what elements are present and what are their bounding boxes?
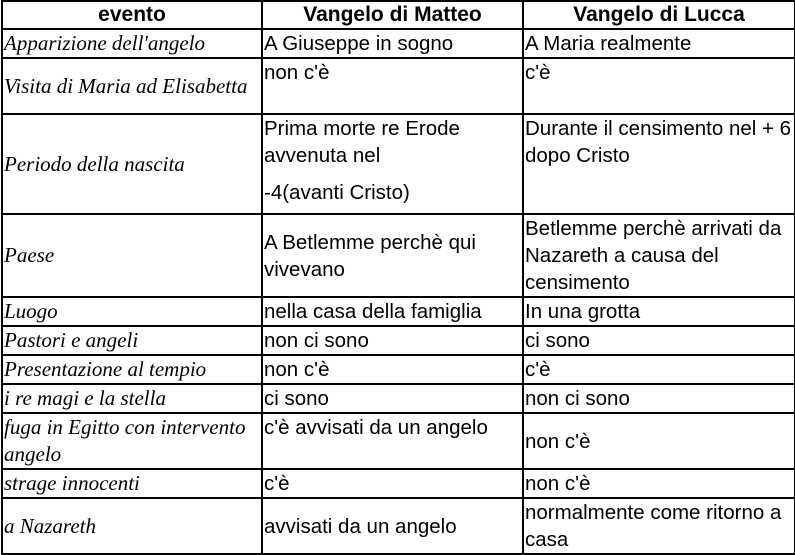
lucca-cell: normalmente come ritorno a casa bbox=[523, 498, 795, 554]
matteo-cell: A Giuseppe in sogno bbox=[262, 29, 523, 58]
matteo-text: Prima morte re Erode avvenuta nel bbox=[264, 117, 460, 167]
matteo-extra-text: -4(avanti Cristo) bbox=[264, 181, 410, 204]
matteo-cell: c'è avvisati da un angelo bbox=[262, 413, 523, 469]
matteo-cell bbox=[262, 114, 523, 214]
matteo-cell: nella casa della famiglia bbox=[262, 297, 523, 326]
evento-cell: Visita di Maria ad Elisabetta bbox=[2, 58, 262, 114]
evento-cell: i re magi e la stella bbox=[2, 384, 262, 413]
lucca-cell: Betlemme perchè arrivati da Nazareth a causa del censimento bbox=[523, 214, 795, 297]
header-lucca: Vangelo di Lucca bbox=[523, 1, 795, 29]
comparison-table bbox=[1, 0, 795, 555]
table-row bbox=[2, 58, 795, 114]
lucca-cell: In una grotta bbox=[523, 297, 795, 326]
table-row bbox=[2, 498, 795, 554]
evento-cell: Presentazione al tempio bbox=[2, 355, 262, 384]
evento-cell: Periodo della nascita bbox=[2, 114, 262, 214]
spacer bbox=[264, 169, 521, 179]
lucca-cell: non c'è bbox=[523, 413, 795, 469]
header-row bbox=[2, 1, 795, 29]
table-row bbox=[2, 469, 795, 498]
table-row bbox=[2, 214, 795, 297]
lucca-cell: Durante il censimento nel + 6 dopo Cristo bbox=[523, 114, 795, 214]
table-row bbox=[2, 29, 795, 58]
matteo-cell: c'è bbox=[262, 469, 523, 498]
evento-cell: Apparizione dell'angelo bbox=[2, 29, 262, 58]
lucca-cell: c'è bbox=[523, 355, 795, 384]
matteo-cell: avvisati da un angelo bbox=[262, 498, 523, 554]
lucca-cell: A Maria realmente bbox=[523, 29, 795, 58]
table-row bbox=[2, 355, 795, 384]
header-matteo: Vangelo di Matteo bbox=[262, 1, 523, 29]
evento-cell: Pastori e angeli bbox=[2, 326, 262, 355]
evento-cell: fuga in Egitto con intervento angelo bbox=[2, 413, 262, 469]
lucca-cell: non ci sono bbox=[523, 384, 795, 413]
header-evento: evento bbox=[2, 1, 262, 29]
matteo-cell: A Betlemme perchè qui vivevano bbox=[262, 214, 523, 297]
table-row bbox=[2, 326, 795, 355]
evento-cell: strage innocenti bbox=[2, 469, 262, 498]
table-row bbox=[2, 384, 795, 413]
lucca-cell: non c'è bbox=[523, 469, 795, 498]
matteo-cell: non c'è bbox=[262, 58, 523, 114]
table-row bbox=[2, 413, 795, 469]
evento-cell: a Nazareth bbox=[2, 498, 262, 554]
table-row bbox=[2, 297, 795, 326]
evento-cell: Luogo bbox=[2, 297, 262, 326]
matteo-cell: ci sono bbox=[262, 384, 523, 413]
lucca-cell: ci sono bbox=[523, 326, 795, 355]
lucca-cell: c'è bbox=[523, 58, 795, 114]
evento-cell: Paese bbox=[2, 214, 262, 297]
matteo-cell: non ci sono bbox=[262, 326, 523, 355]
matteo-cell: non c'è bbox=[262, 355, 523, 384]
table-row bbox=[2, 114, 795, 214]
